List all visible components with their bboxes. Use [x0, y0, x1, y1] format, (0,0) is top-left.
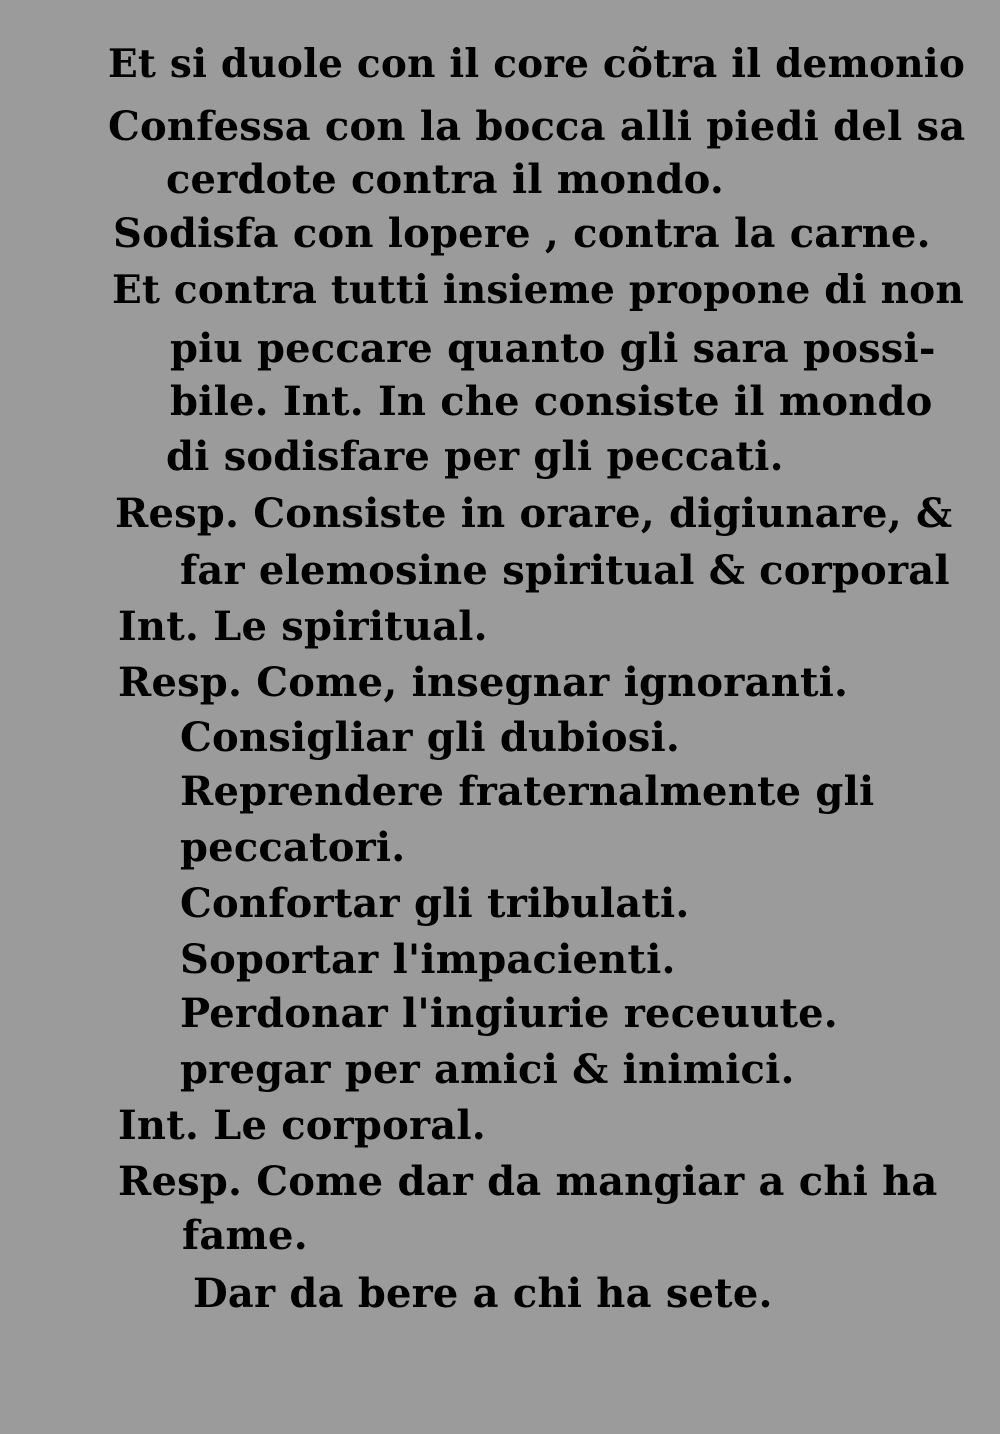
text-line: Reprendere fraternalmente gli [180, 768, 875, 815]
text-line: piu peccare quanto gli sara possi‑ [170, 325, 936, 372]
text-line: Confortar gli tribulati. [180, 880, 690, 927]
text-line: Perdonar l'ingiurie receuute. [180, 990, 838, 1037]
text-line: Resp. Consiste in orare, digiunare, & [115, 490, 953, 537]
text-line: Consigliar gli dubiosi. [180, 714, 681, 761]
text-line: Int. Le corporal. [118, 1102, 486, 1149]
text-line: Et contra tutti insieme propone di non [112, 267, 964, 313]
text-line: bile. Int. In che consiste il mondo [170, 378, 933, 425]
text-line: fame. [182, 1212, 308, 1259]
text-line: far elemosine spiritual & corporal [180, 547, 950, 594]
text-line: Resp. Come, insegnar ignoranti. [118, 659, 849, 706]
text-line: Int. Le spiritual. [118, 603, 488, 650]
text-line: Resp. Come dar da mangiar a chi ha [118, 1158, 938, 1205]
text-line: Et si duole con il core cõtra il demonio [108, 41, 966, 87]
text-line: pregar per amici & inimici. [180, 1046, 795, 1093]
text-line: di sodisfare per gli peccati. [166, 433, 784, 480]
text-line: Dar da bere a chi ha sete. [193, 1270, 773, 1317]
text-line: Soportar l'impacienti. [180, 936, 676, 983]
text-line: Sodisfa con lopere , contra la carne. [113, 210, 931, 257]
text-line: peccatori. [180, 824, 406, 871]
text-line: cerdote contra il mondo. [166, 156, 724, 203]
text-line: Confessa con la bocca alli piedi del sa [108, 103, 966, 150]
